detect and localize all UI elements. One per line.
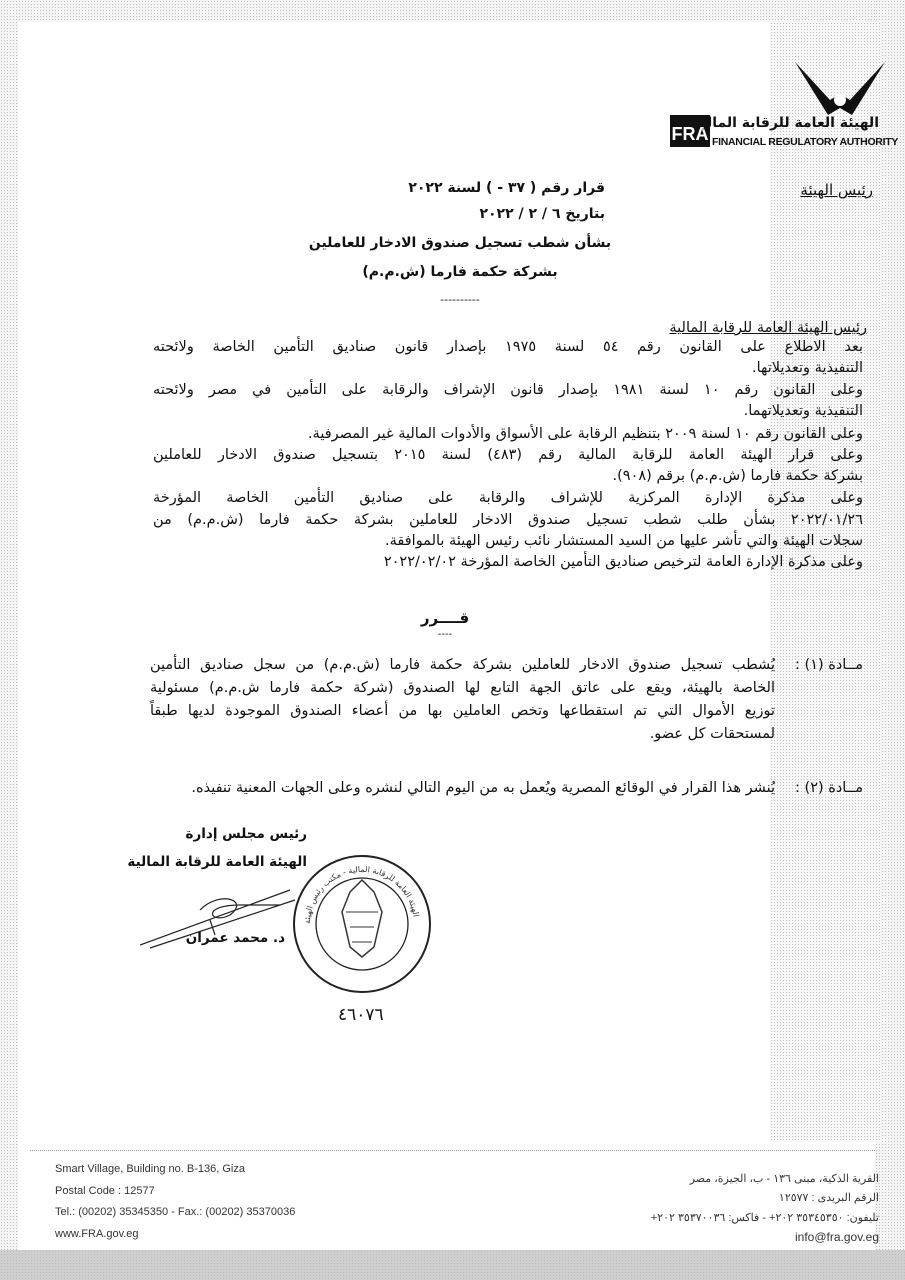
preamble-line: بعد الاطلاع على القانون رقم ٥٤ لسنة ١٩٧٥ بإصدار قانون صناديق التأمين الخاصة ولائحته <box>153 339 863 355</box>
footer-phone-ar: تليفون: ٣٥٣٤٥٣٥٠ ٢٠٢+ - فاكس: ٣٥٣٧٠٠٣٦ ٢٠٢+ <box>650 1212 879 1224</box>
office-label: رئيس الهيئة <box>800 181 873 199</box>
decree-date: بتاريخ ٦ / ٢ / ٢٠٢٢ <box>479 206 605 222</box>
subject-line-2: بشركة حكمة فارما (ش.م.م) <box>362 264 558 280</box>
decision-heading-rule: ---- <box>437 629 453 640</box>
preamble-line: بشركة حكمة فارما (ش.م.م) برقم (٩٠٨). <box>612 468 863 484</box>
scan-edge-bottom <box>0 1250 905 1280</box>
header-separator: ---------- <box>440 293 480 306</box>
addressee: رئيس الهيئة العامة للرقابة المالية <box>669 320 867 336</box>
preamble-line: التنفيذية وتعديلاتهما. <box>743 403 863 419</box>
decree-number: قرار رقم ( ٣٧ - ) لسنة ٢٠٢٢ <box>408 180 605 196</box>
signatory-title-1: رئيس مجلس إدارة <box>185 826 307 842</box>
signatory-title-2: الهيئة العامة للرقابة المالية <box>127 854 307 870</box>
official-stamp-icon <box>290 852 435 997</box>
article-1-line: الخاصة بالهيئة، ويقع على عاتق الجهة التابع لها الصندوق (شركة حكمة فارما ش.م.م) مسئولية <box>150 680 775 696</box>
scan-edge-top <box>0 0 905 22</box>
footer-website-en[interactable]: www.FRA.gov.eg <box>55 1228 139 1240</box>
subject-line-1: بشأن شطب تسجيل صندوق الادخار للعاملين <box>308 235 612 251</box>
footer-address-ar: القرية الذكية، مبنى ١٣٦ - ب، الجيزة، مصر <box>689 1173 879 1185</box>
svg-text:الهيئة العامة للرقابة المالية: الهيئة العامة للرقابة المالية - مكتب رئيس الهيئة <box>302 864 421 925</box>
org-name-ar: الهيئة العامة للرقابة المالية <box>692 115 879 131</box>
reference-number: ٤٦٠٧٦ <box>338 1005 384 1025</box>
footer-phone-en: Tel.: (00202) 35345350 - Fax.: (00202) 35370036 <box>55 1206 296 1218</box>
scan-edge-left <box>0 0 18 1280</box>
preamble-line: وعلى قرار الهيئة العامة للرقابة المالية رقم (٤٨٣) لسنة ٢٠١٥ بتسجيل صندوق الادخار للعاملين <box>153 447 863 463</box>
footer-email[interactable]: info@fra.gov.eg <box>794 1230 879 1244</box>
svg-text:FRA: FRA <box>671 124 709 144</box>
footer-address-en: Smart Village, Building no. B-136, Giza <box>55 1163 245 1175</box>
signatory-name: د. محمد عمران <box>185 930 285 946</box>
preamble-line: ٢٠٢٢/٠١/٢٦ بشأن طلب شطب تسجيل صندوق الادخار للعاملين بشركة حكمة فارما (ش.م.م) من <box>153 512 863 528</box>
decision-heading: قــــرر <box>420 609 470 627</box>
footer-postal-en: Postal Code : 12577 <box>55 1185 155 1197</box>
article-2-text: يُنشر هذا القرار في الوقائع المصرية ويُعمل به من اليوم التالي لنشره وعلى الجهات المعنية تنفيذه. <box>191 780 775 796</box>
footer-rule <box>30 1150 875 1151</box>
footer-postal-ar: الرقم البريدى : ١٢٥٧٧ <box>778 1192 879 1204</box>
article-2-label: مــادة (٢) : <box>795 780 863 796</box>
article-1-line: توزيع الأموال التي تم استقطاعها وتخص العاملين بها من أعضاء الصندوق الموجودة لديها طبقاً <box>150 703 775 719</box>
org-name-en: FINANCIAL REGULATORY AUTHORITY <box>712 136 899 148</box>
preamble-line: وعلى القانون رقم ١٠ لسنة ١٩٨١ بإصدار قانون الإشراف والرقابة على التأمين في مصر ولائحته <box>153 382 863 398</box>
preamble-line: وعلى مذكرة الإدارة المركزية للإشراف والرقابة على صناديق التأمين الخاصة المؤرخة <box>153 490 863 506</box>
article-1-line: لمستحقات كل عضو. <box>649 726 775 742</box>
preamble-line: سجلات الهيئة والتي تأشر عليها من السيد المستشار نائب رئيس الهيئة بالموافقة. <box>385 533 863 549</box>
preamble-line: وعلى القانون رقم ١٠ لسنة ٢٠٠٩ بتنظيم الرقابة على الأسواق والأدوات المالية غير المصرفية. <box>307 426 863 442</box>
preamble-line: وعلى مذكرة الإدارة العامة لترخيص صناديق التأمين الخاصة المؤرخة ٢٠٢٢/٠٢/٠٢ <box>383 554 863 570</box>
article-1-label: مــادة (١) : <box>795 657 863 673</box>
article-1-line: يُشطب تسجيل صندوق الادخار للعاملين بشركة حكمة فارما (ش.م.م) من سجل صناديق التأمين <box>150 657 775 673</box>
preamble-line: التنفيذية وتعديلاتها. <box>751 360 863 376</box>
